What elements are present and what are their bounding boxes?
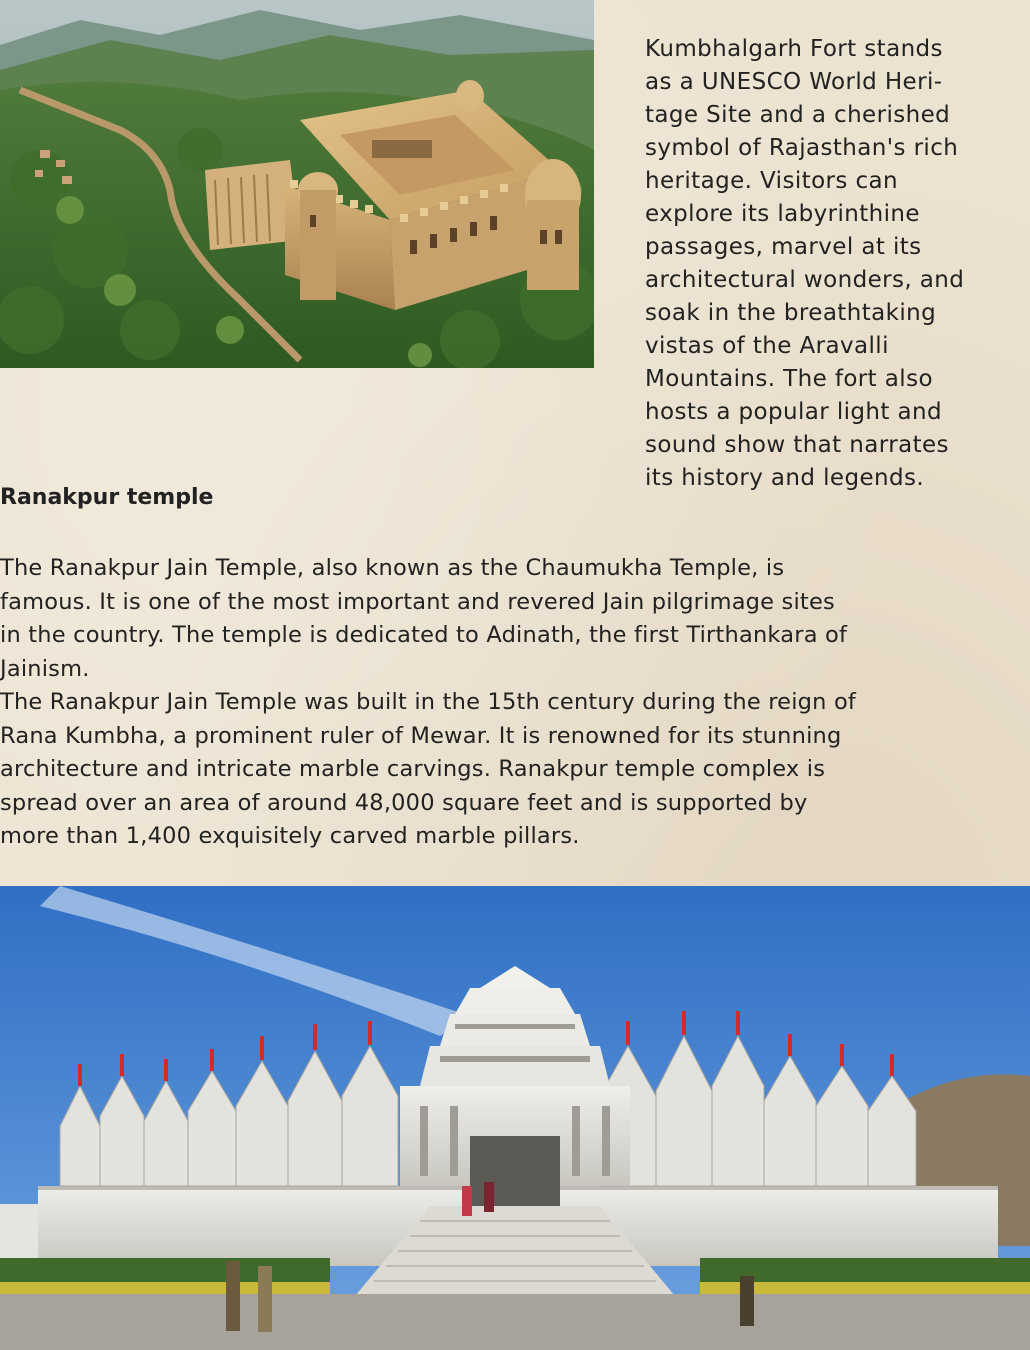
kumbhalgarh-description: Kumbhalgarh Fort stands as a UNESCO World Heri- tage Site and a cherished symbol of Rajasthan's rich heritage. Visitors can explore its labyrinthine passages, marvel at its architectural wonders, and soak in the breathtaking vistas of the Aravalli Mountains. The fort also hosts a popular light and sound show that narrates its history and legends.	[645, 36, 965, 491]
ranakpur-heading: Ranakpur temple	[0, 485, 214, 510]
ranakpur-paragraph-intro: The Ranakpur Jain Temple, also known as the Chaumukha Temple, is famous. It is one of the most important and revered Jain pilgrimage sites in the country. The temple is dedicated to Adinath, the first Tirthankara of Jainism.	[0, 555, 848, 682]
ranakpur-paragraph-history: The Ranakpur Jain Temple was built in the 15th century during the reign of Rana Kumbha, a prominent ruler of Mewar. It is renowned for its stunning architecture and intricate marble carvings. Ranakpur temple complex is spread over an area of around 48,000 square feet and is supported by more than 1,400 exquisitely carved marble pillars.	[0, 689, 857, 849]
ranakpur-body	[0, 552, 1025, 854]
ranakpur-temple-photo	[0, 886, 1030, 1350]
kumbhalgarh-fort-photo	[0, 0, 594, 368]
